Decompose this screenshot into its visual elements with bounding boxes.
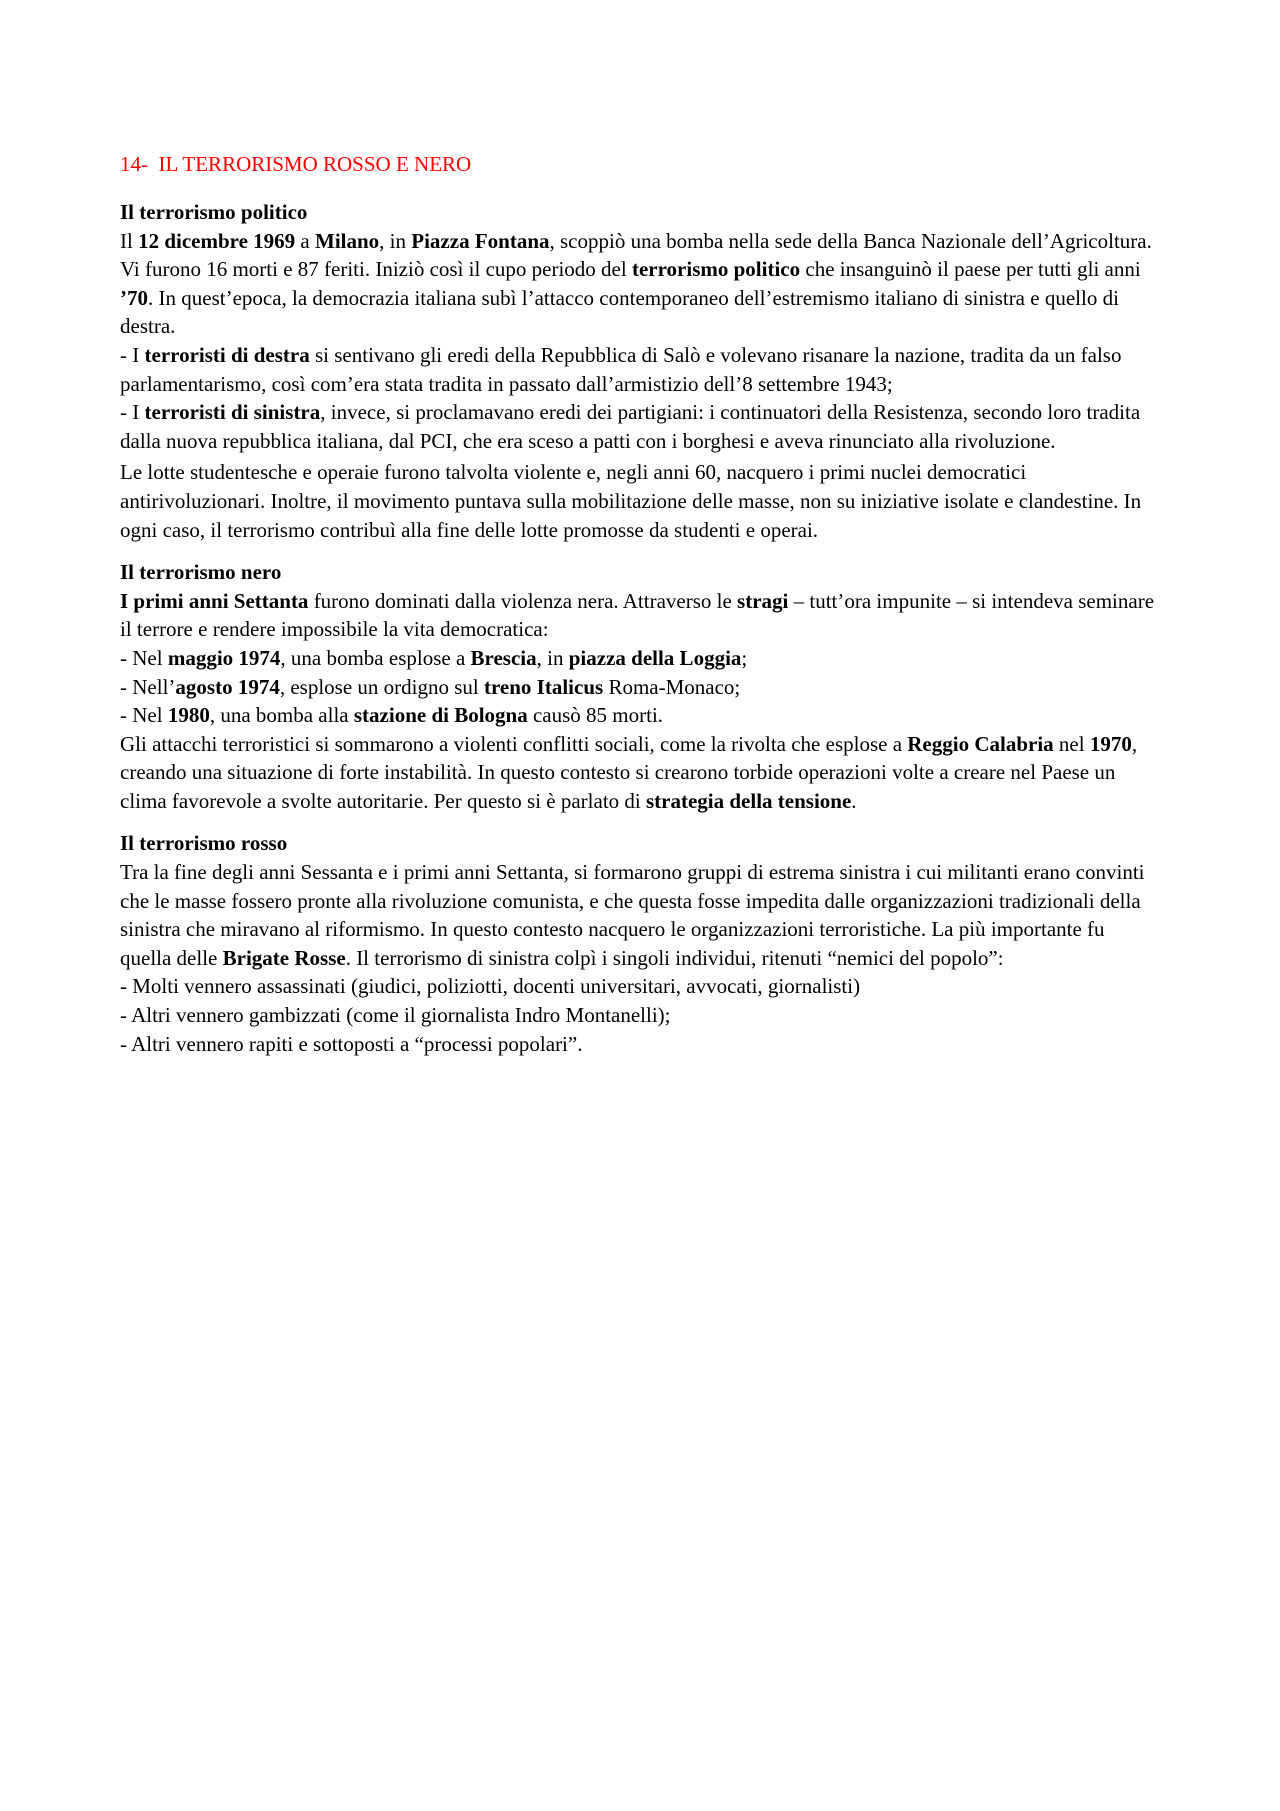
list-item: - Altri vennero rapiti e sottoposti a “processi popolari”. (120, 1031, 583, 1056)
bold-text: terroristi di sinistra (144, 400, 321, 425)
list-item: - Molti vennero assassinati (giudici, poliziotti, docenti universitari, avvocati, giornalisti) (120, 974, 861, 999)
list-item: - Nell’agosto 1974, esplose un ordigno sul treno Italicus Roma-Monaco; (120, 674, 741, 699)
list-item: - Altri vennero gambizzati (come il giornalista Indro Montanelli); (120, 1003, 671, 1028)
section (120, 829, 1160, 1058)
document-body (120, 198, 1160, 1058)
paragraph: Tra la fine degli anni Sessanta e i primi anni Settanta, si formarono gruppi di estrema sinistra i cui militanti erano convinti che le masse fossero pronte alla rivoluzione comunista, e che questa fosse impedita dalle organizzazioni tradizionali della sinistra che miravano al riformismo. In questo contesto nacquero le organizzazioni terroristiche. La più importante fu quella delle Brigate Rosse. Il terrorismo di sinistra colpì i singoli individui, ritenuti “nemici del popolo”: (120, 860, 1145, 970)
bold-text: Reggio Calabria (907, 731, 1054, 756)
paragraph: I primi anni Settanta furono dominati dalla violenza nera. Attraverso le stragi – tutt’ora impunite – si intendeva seminare il terrore e rendere impossibile la vita democratica: (120, 588, 1155, 642)
document-title: 14- IL TERRORISMO ROSSO E NERO (120, 152, 472, 176)
section-heading: Il terrorismo rosso (120, 831, 288, 856)
paragraph: Il 12 dicembre 1969 a Milano, in Piazza Fontana, scoppiò una bomba nella sede della Banca Nazionale dell’Agricoltura. Vi furono 16 morti e 87 feriti. Iniziò così il cupo periodo del terrorismo politico che insanguinò il paese per tutti gli anni ’70. In quest’epoca, la democrazia italiana subì l’attacco contemporaneo dell’estremismo italiano di sinistra e quello di destra. (120, 228, 1152, 339)
bold-text: maggio 1974 (167, 645, 281, 670)
bold-text: agosto 1974 (175, 674, 280, 699)
bold-text: ’70 (120, 285, 148, 310)
list-item: - I terroristi di destra si sentivano gli eredi della Repubblica di Salò e volevano risanare la nazione, tradita da un falso parlamentarismo, così com’era stata tradita in passato dall’armistizio dell’8 settembre 1943; (120, 342, 1122, 396)
bold-text: Brescia (470, 645, 537, 670)
bold-text: Piazza Fontana (411, 228, 550, 253)
bold-text: terrorismo politico (631, 257, 801, 282)
bold-text: piazza della Loggia (568, 645, 742, 670)
bold-text: 1980 (167, 703, 210, 728)
bold-text: stragi (737, 588, 789, 613)
list-item: - Nel 1980, una bomba alla stazione di Bologna causò 85 morti. (120, 703, 664, 728)
list-item: - I terroristi di sinistra, invece, si proclamavano eredi dei partigiani: i continuatori della Resistenza, secondo loro tradita dalla nuova repubblica italiana, dal PCI, che era sceso a patti con i borghesi e aveva rinunciato alla rivoluzione. (120, 400, 1141, 453)
section-heading: Il terrorismo politico (120, 200, 308, 224)
bold-text: stazione di Bologna (353, 703, 528, 728)
section-heading: Il terrorismo nero (120, 560, 282, 585)
bold-text: Milano (315, 228, 380, 253)
bold-text: I primi anni Settanta (120, 588, 309, 613)
section (120, 558, 1160, 815)
bold-text: strategia della tensione (645, 788, 852, 813)
bold-text: 1970 (1089, 731, 1132, 756)
bold-text: treno Italicus (483, 674, 604, 699)
bold-text: Brigate Rosse (222, 945, 346, 970)
bold-text: 12 dicembre 1969 (138, 228, 296, 253)
paragraph: Gli attacchi terroristici si sommarono a violenti conflitti sociali, come la rivolta che esplose a Reggio Calabria nel 1970, creando una situazione di forte instabilità. In questo contesto si crearono torbide operazioni volte a creare nel Paese un clima favorevole a svolte autoritarie. Per questo si è parlato di strategia della tensione. (120, 731, 1138, 813)
paragraph: Le lotte studentesche e operaie furono talvolta violente e, negli anni 60, nacquero i primi nuclei democratici antirivoluzionari. Inoltre, il movimento puntava sulla mobilitazione delle masse, non su iniziative isolate e clandestine. In ogni caso, il terrorismo contribuì alla fine delle lotte promosse da studenti e operai. (120, 460, 1142, 542)
list-item: - Nel maggio 1974, una bomba esplose a Brescia, in piazza della Loggia; (120, 645, 748, 670)
section (120, 198, 1160, 544)
bold-text: terroristi di destra (144, 342, 310, 367)
